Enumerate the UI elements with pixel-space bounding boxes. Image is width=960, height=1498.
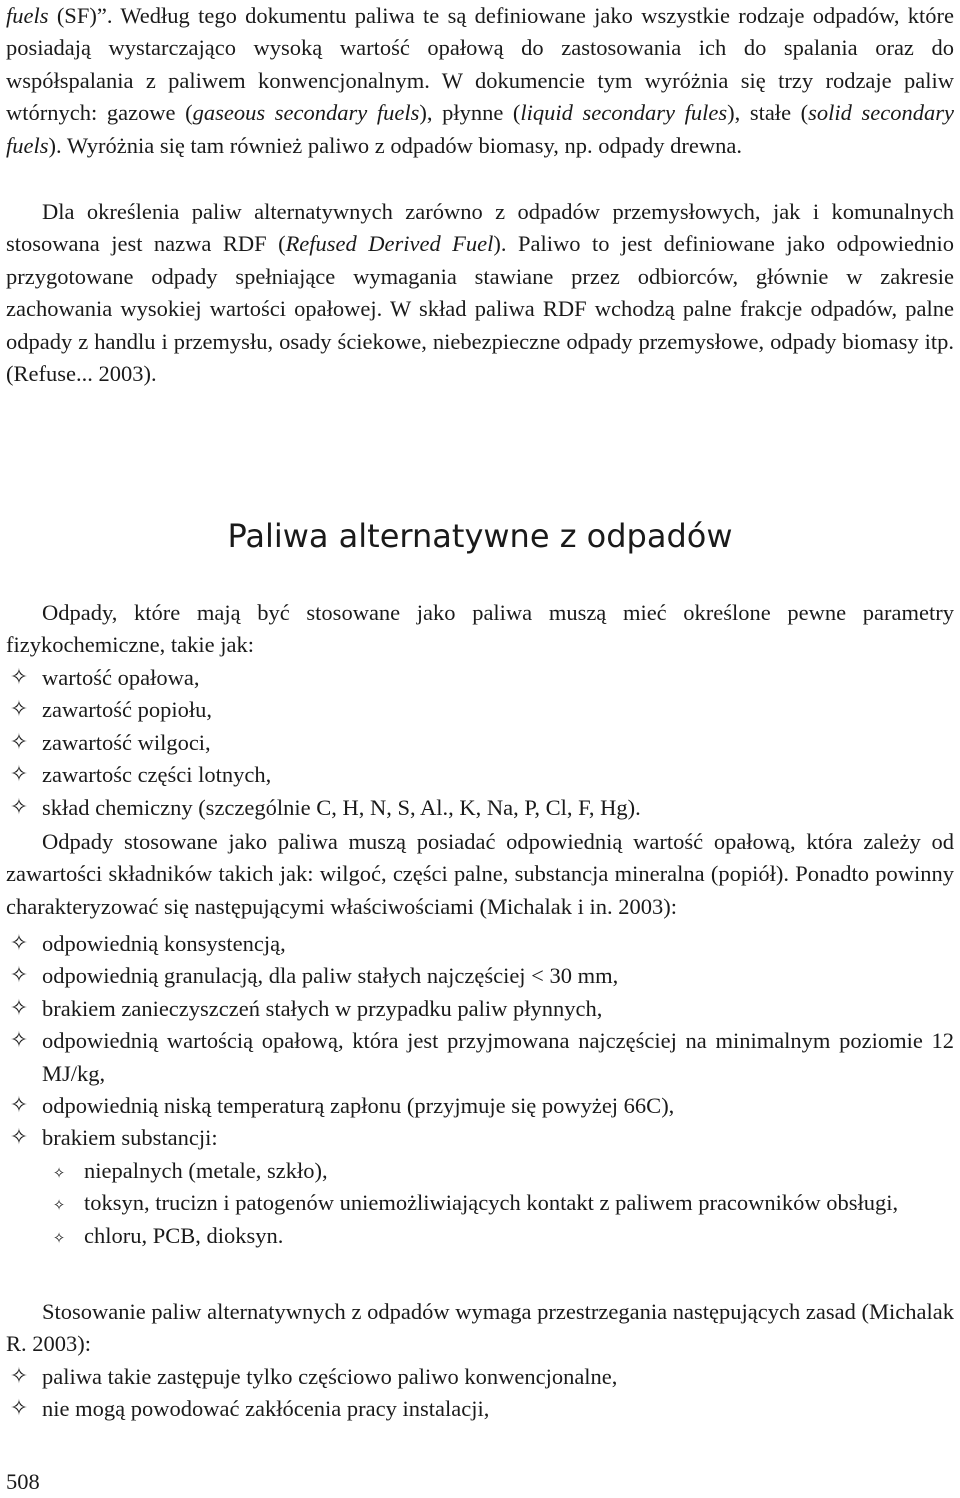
list-item [0, 727, 954, 759]
substances-sublist [42, 1155, 954, 1252]
text-run: ). Wyróżnia się tam również paliwo z odpadów biomasy, np. odpady drewna. [48, 132, 742, 158]
text-run: ). Paliwo to jest definiowane jako odpowiednio przygotowane odpady spełniające wymagania stawiane przez odbiorców, głównie w zakresie zachowania wysokiej wartości opałowej. W skład paliwa RDF wchodzą palne frakcje odpadów, palne odpady z handlu i przemysłu, osady ściekowe, niebezpieczne odpady przemysłowe, odpady biomasy itp. (Refuse... 2003). [6, 231, 955, 387]
list-item [0, 1393, 954, 1425]
italic-term: fuels [6, 3, 49, 28]
list-item-text: odpowiednią granulacją, dla paliw stałych najczęściej < 30 mm, [42, 963, 619, 989]
sublist-item-text: chloru, PCB, dioksyn. [84, 1222, 284, 1248]
paragraph-secondary-fuels [6, 0, 954, 162]
page-number: 508 [6, 1469, 40, 1494]
sublist-item-text: niepalnych (metale, szkło), [84, 1157, 328, 1183]
sublist-item-text: toksyn, trucizn i patogenów uniemożliwiających kontakt z paliwem pracowników obsługi, [84, 1190, 899, 1216]
list-item [0, 792, 954, 824]
star-bullet-icon: ✧ [9, 995, 29, 1021]
list-item-text: brakiem substancji: [42, 1125, 218, 1151]
italic-term: solid secondary fuels [6, 100, 954, 158]
text-run: ), płynne ( [419, 100, 521, 126]
list-item-text: zawartość popiołu, [42, 697, 212, 723]
list-item [0, 993, 954, 1025]
star-bullet-icon: ✧ [9, 729, 29, 755]
italic-term: liquid secondary fules [520, 100, 728, 126]
sublist-item [42, 1220, 954, 1252]
star-bullet-icon: ✧ [9, 1396, 29, 1422]
small-star-bullet-icon: ✧ [52, 1228, 66, 1247]
paragraph-parameters-intro: Odpady, które mają być stosowane jako paliwa muszą mieć określone pewne parametry fizykochemiczne, takie jak: [6, 600, 954, 658]
rules-list [0, 1361, 954, 1426]
sublist-item [42, 1187, 954, 1219]
list-item-text: paliwa takie zastępuje tylko częściowo paliwo konwencjonalne, [42, 1364, 618, 1389]
star-bullet-icon: ✧ [9, 697, 29, 723]
star-bullet-icon: ✧ [9, 1093, 29, 1119]
star-bullet-icon: ✧ [9, 1028, 29, 1054]
star-bullet-icon: ✧ [9, 794, 29, 820]
list-item-text: brakiem zanieczyszczeń stałych w przypadku paliw płynnych, [42, 995, 603, 1021]
italic-term: gaseous secondary fuels [192, 100, 420, 126]
list-item [0, 1361, 954, 1393]
list-item [0, 1122, 954, 1252]
text-run: Dla określenia paliw alternatywnych zarówno z odpadów przemysłowych, jak i komunalnych stosowana jest nazwa RDF ( [6, 199, 954, 257]
star-bullet-icon: ✧ [9, 1364, 29, 1389]
list-item-text: nie mogą powodować zakłócenia pracy instalacji, [42, 1396, 490, 1422]
list-item-text: odpowiednią konsystencją, [42, 931, 286, 956]
paragraph-rdf [6, 196, 954, 390]
list-item-text: skład chemiczny (szczególnie C, H, N, S, Al., K, Na, P, Cl, F, Hg). [42, 794, 641, 820]
list-item [0, 928, 954, 960]
list-item [0, 759, 954, 791]
star-bullet-icon: ✧ [9, 963, 29, 989]
star-bullet-icon: ✧ [9, 931, 29, 956]
star-bullet-icon: ✧ [9, 762, 29, 788]
paragraph-rules-intro: Stosowanie paliw alternatywnych z odpadów wymaga przestrzegania następujących zasad (Michalak R. 2003): [6, 1299, 954, 1357]
list-item [0, 1090, 954, 1122]
parameters-list [0, 662, 954, 824]
list-item [0, 1025, 954, 1090]
italic-term: Refused Derived Fuel [285, 231, 494, 257]
small-star-bullet-icon: ✧ [52, 1163, 66, 1182]
text-run: (SF)”. Według tego dokumentu paliwa te są definiowane jako wszystkie rodzaje odpadów, które posiadają wystarczająco wysoką wartość opałową do zastosowania ich do spalania oraz do współspalania z paliwem konwencjonalnym. W dokumencie tym wyróżnia się trzy rodzaje paliw wtórnych: gazowe ( [6, 3, 954, 126]
section-heading: Paliwa alternatywne z odpadów [227, 516, 733, 555]
list-item-text: wartość opałowa, [42, 665, 200, 690]
list-item-text: zawartość wilgoci, [42, 729, 211, 755]
star-bullet-icon: ✧ [9, 1125, 29, 1151]
list-item [0, 662, 954, 694]
list-item-text: zawartośc części lotnych, [42, 762, 272, 788]
list-item [0, 694, 954, 726]
text-run: ), stałe ( [727, 100, 809, 126]
paragraph-properties-intro: Odpady stosowane jako paliwa muszą posiadać odpowiednią wartość opałową, która zależy od zawartości składników takich jak: wilgoć, części palne, substancja mineralna (popiół). Ponadto powinny charakteryzować się następującymi właściwościami (Michalak i in. 2003): [6, 829, 954, 919]
small-star-bullet-icon: ✧ [52, 1196, 66, 1215]
properties-list [0, 928, 954, 1252]
list-item-text: odpowiednią wartością opałową, która jest przyjmowana najczęściej na minimalnym poziomie 12 MJ/kg, [42, 1028, 954, 1086]
list-item [0, 960, 954, 992]
list-item-text: odpowiednią niską temperaturą zapłonu (przyjmuje się powyżej 66C), [42, 1093, 675, 1119]
sublist-item [42, 1155, 954, 1187]
star-bullet-icon: ✧ [9, 665, 29, 690]
